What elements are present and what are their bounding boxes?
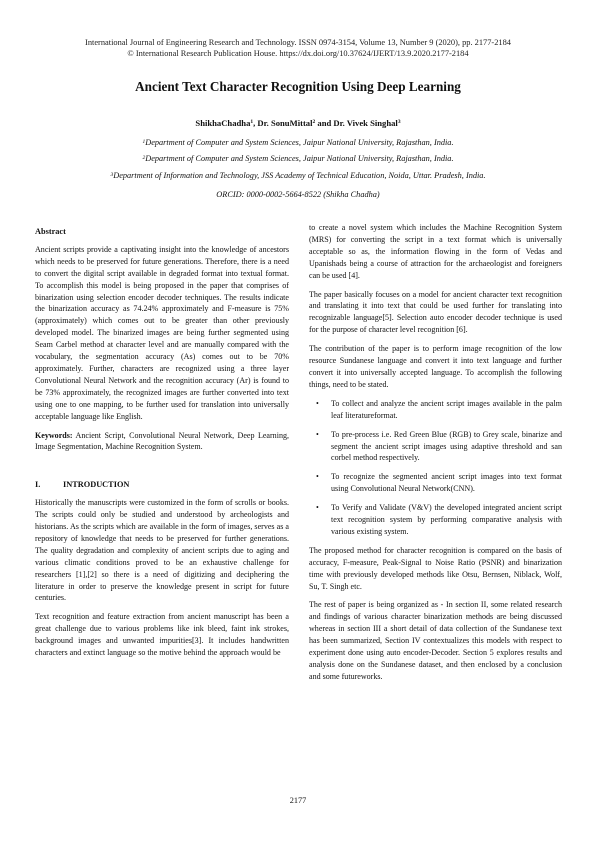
bullet-icon: • [316, 503, 319, 513]
list-item-text: To Verify and Validate (V&V) the developed integrated ancient script text recognition system by performing comparative analysis with various existing system. [331, 503, 562, 536]
intro-paragraph-6: The proposed method for character recognition is compared on the basis of accuracy, F-measure, Peak-Signal to Noise Ratio (PSNR) and binarization time with previously developed methods like Otsu, Bernsen, Niblack, Wolf, Su, T. Singh etc. [309, 545, 562, 591]
affiliation-text: Department of Computer and System Sciences, Jaipur National University, Rajasthan, India. [145, 138, 454, 147]
bullet-icon: • [316, 472, 319, 482]
intro-paragraph-5: The contribution of the paper is to perform image recognition of the low resource Sundanese language and convert it into text language and further convert it into universally accepted language. To accomplish the following things, need to be stated. [309, 344, 562, 389]
bullet-icon: • [316, 398, 319, 408]
author-separator: , [253, 118, 258, 128]
paper-title: Ancient Text Character Recognition Using Deep Learning [135, 79, 461, 94]
left-column [35, 226, 289, 666]
intro-paragraph-7: The rest of paper is being organized as - In section II, some related research and findings of various character binarization methods are being discussed whereas in section III a short detail of data collection of the Sundanese text has been summarized, Section IV contextualizes this models with respect to experiment done using auto encoder-Decoder. Section 5 explores results and analysis done on the Sundanese dataset, and then enclosed by a conclusion and some futureworks. [309, 600, 562, 681]
author-name: ShikhaChadha [195, 118, 251, 128]
keywords-text: Ancient Script, Convolutional Neural Network, Deep Learning, Image Segmentation, Machine Recognition System. [35, 430, 289, 452]
author-affil-mark: 2 [312, 119, 316, 125]
intro-paragraph-2: Text recognition and feature extraction from ancient manuscript has been a great challenge due to various problems like ink bleed, faint ink strokes, background images and unwanted impurities[3]. It includes handwritten characters and extinct language so the motive behind the approach would be [35, 612, 289, 658]
section-heading-introduction [35, 479, 289, 491]
page-number: 2177 [289, 796, 307, 805]
right-column [309, 222, 562, 690]
list-item [309, 471, 562, 495]
bullet-icon: • [316, 429, 319, 439]
author-list [20, 118, 576, 129]
affiliation-mark: 2 [142, 155, 146, 161]
section-title: INTRODUCTION [63, 480, 130, 490]
journal-header [30, 38, 566, 59]
author-name: Vivek Singhal [346, 118, 398, 128]
section-number: I. [35, 480, 41, 490]
author-affil-mark: 3 [397, 119, 401, 125]
affiliation [10, 171, 586, 181]
orcid-line: ORCID: 0000-0002-5664-8522 (Shikha Chadha) [216, 190, 380, 199]
list-item-text: To collect and analyze the ancient script images available in the palm leaf literatureformat. [331, 398, 562, 420]
intro-paragraph-3: to create a novel system which includes the Machine Recognition System (MRS) for converting the script in a text format which is universally acceptable so as, the information flowing in the form of Vedas and Upanishads being a course of attraction for the archaeologist and foreigners can be used [4]. [309, 223, 562, 280]
author-separator: and Dr. [315, 118, 347, 128]
author-affil-mark: 1 [250, 119, 254, 125]
affiliation-text: Department of Information and Technology, JSS Academy of Technical Education, Noida, Uttar. Pradesh, India. [113, 171, 486, 180]
abstract-heading: Abstract [35, 227, 66, 236]
keywords-label: Keywords: [35, 430, 73, 440]
contribution-list [309, 398, 562, 538]
journal-citation: International Journal of Engineering Research and Technology. ISSN 0974-3154, Volume 13, Number 9 (2020), pp. 2177-2184 [85, 38, 511, 47]
affiliation-text: Department of Computer and System Sciences, Jaipur National University, Rajasthan, India. [145, 154, 454, 163]
list-item [309, 429, 562, 465]
list-item-text: To pre-process i.e. Red Green Blue (RGB) to Grey scale, binarize and segment the ancient script images using adaptive threshold and san corbel method respectively. [331, 429, 562, 463]
intro-paragraph-4: The paper basically focuses on a model for ancient character text recognition and translating it into text that could be used further for translating into recognizable language[5]. Selection auto encoder decoder technique is used for the purpose of character level recognition [6]. [309, 289, 562, 335]
abstract-body: Ancient scripts provide a captivating insight into the knowledge of ancestors which needs to be preserved for future generations. Therefore, there is a need to convert the digital script available in degraded format into textual format. To accomplish this model is being proposed in the paper that comprises of binarization using selection encoder decoder techniques. The results indicate the binarization accuracy as 74.24% approximately and F-measure is 75% (approximately) which comes out to be greater than other previously developed model. The binarized images are being further segmented using Seam Carbel method at character level and are manually compared with the vocabulary, the segmentation accuracy (As) comes out to be 70% approximately. Further, characters are recognized using a three layer Convolutional Neural Network and the recognition accuracy (Ar) is found to be 73% approximately, the recognized images are further converted into text using one to one mapping, to be further used for translation into universally acceptable language like English. [35, 244, 289, 421]
list-item [309, 502, 562, 538]
affiliation-mark: 3 [110, 172, 114, 178]
list-item [309, 398, 562, 422]
affiliation [10, 154, 586, 164]
affiliation [10, 138, 586, 148]
list-item-text: To recognize the segmented ancient script images into text format using Convolutional Neural Network(CNN). [331, 472, 562, 494]
author-name: Dr. SonuMittal [257, 118, 313, 128]
intro-paragraph-1: Historically the manuscripts were customized in the form of scrolls or books. The scripts could only be studied and understood by archeologists and historians. As the scripts which are available in the form of images, serves as a repository of knowledge that needs to be preserved for further generations. The quality degradation and complexity of ancient scripts due to aging and various climatic conditions proved to be an exhaustive challenge for researchers [1],[2] so there is a need of digitizing and deciphering the literature in order to preserve the knowledge present in script for future centuries. [35, 498, 289, 603]
journal-doi: © International Research Publication House. https://dx.doi.org/10.37624/IJERT/13.9.2020.2177-2184 [127, 48, 469, 58]
keywords [35, 430, 289, 454]
affiliation-mark: 1 [142, 139, 146, 145]
